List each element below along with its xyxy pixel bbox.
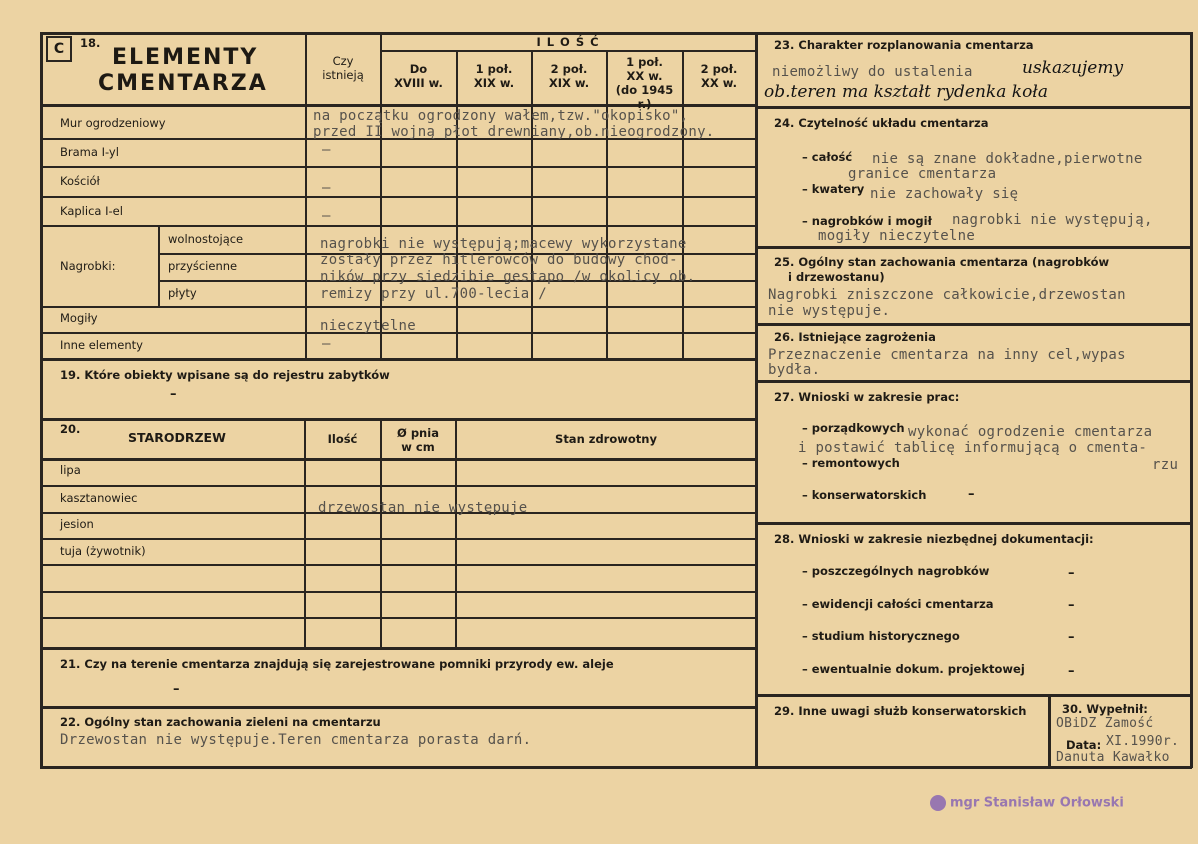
s26-value-1: Przeznaczenie cmentarza na inny cel,wypas [768, 347, 1126, 363]
s30-date-label: Data: [1066, 738, 1102, 752]
s22-value: Drzewostan nie występuje.Teren cmentarza porasta darń. [60, 732, 532, 748]
s20-number: 20. [60, 422, 81, 436]
row-label-wall-mounted: przyścienne [168, 259, 238, 273]
s19-label: 19. Które obiekty wpisane są do rejestru zabytków [60, 368, 390, 382]
s23-label: 23. Charakter rozplanowania cmentarza [774, 38, 1034, 52]
period-header: 1 poł. XIX w. [473, 62, 515, 90]
s30-person: Danuta Kawałko [1056, 750, 1170, 765]
s28-item: – studium historycznego [802, 629, 960, 643]
other-value: – [322, 336, 331, 352]
tree-name: jesion [60, 517, 94, 531]
s28-item: – poszczególnych nagrobków [802, 564, 990, 578]
row-label-tombstones: Nagrobki: [60, 259, 116, 273]
gate-value: – [322, 142, 331, 158]
s20-title: STARODRZEW [128, 430, 226, 445]
section-18-number: 18. [80, 36, 101, 50]
tree-name: tuja (żywotnik) [60, 544, 146, 558]
s27-order-label: – porządkowych [802, 421, 905, 435]
s19-value: – [170, 387, 177, 402]
s20-health-header: Stan zdrowotny [555, 432, 657, 446]
row-label-other: Inne elementy [60, 338, 143, 352]
s24-graves-value-1: nagrobki nie występują, [952, 212, 1153, 228]
row-label-church: Kościół [60, 174, 100, 188]
period-header: 2 poł. XIX w. [548, 62, 590, 90]
s28-item: – ewidencji całości cmentarza [802, 597, 994, 611]
tree-name: lipa [60, 463, 81, 477]
s26-label: 26. Istniejące zagrożenia [774, 330, 936, 344]
exists-column-header: Czy istnieją [322, 54, 364, 82]
s24-graves-value-2: mogiły nieczytelne [818, 228, 976, 244]
s24-label: 24. Czytelność układu cmentarza [774, 116, 989, 130]
section-letter: C [53, 41, 65, 57]
s28-item-dash: – [1068, 566, 1075, 581]
stamp-circle-icon [930, 795, 946, 811]
s24-whole-label: – całość [802, 150, 853, 164]
s27-order-value-3: rzu [1152, 457, 1179, 473]
s27-label: 27. Wnioski w zakresie prac: [774, 390, 960, 404]
s29-label: 29. Inne uwagi służb konserwatorskich [774, 704, 1027, 718]
s24-whole-value-2: granice cmentarza [848, 166, 997, 182]
period-header: 1 poł. XX w. (do 1945 r.) [615, 55, 674, 111]
s28-item-dash: – [1068, 664, 1075, 679]
graves-value: nieczytelne [320, 318, 417, 334]
s27-conserv-value: – [968, 487, 975, 502]
title-line1: ELEMENTY [112, 45, 259, 70]
s30-date: XI.1990r. [1106, 734, 1180, 749]
row-label-graves: Mogiły [60, 311, 98, 325]
s28-item-dash: – [1068, 630, 1075, 645]
ilosc-header: I L O Ś Ć [536, 35, 600, 49]
tombstones-value-line1: nagrobki nie występują;macewy wykorzystane [320, 236, 687, 252]
s21-value: – [173, 682, 180, 697]
tree-name: kasztanowiec [60, 491, 138, 505]
s26-value-2: bydła. [768, 362, 821, 378]
row-label-free: wolnostojące [168, 232, 244, 246]
wall-value-line1: na początku ogrodzony wałem,tzw."okopisko", [313, 108, 689, 124]
stamp-text: mgr Stanisław Orłowski [950, 795, 1124, 811]
s25-label-2: i drzewostanu) [788, 270, 885, 284]
s24-whole-value-1: nie są znane dokładne,pierwotne [872, 151, 1143, 167]
s28-item-dash: – [1068, 598, 1075, 613]
s22-label: 22. Ogólny stan zachowania zieleni na cmentarzu [60, 715, 381, 729]
s21-label: 21. Czy na terenie cmentarza znajdują się zarejestrowane pomniki przyrody ew. aleje [60, 657, 614, 671]
s28-item: – ewentualnie dokum. projektowej [802, 662, 1025, 676]
signature-stamp [930, 795, 1124, 811]
s23-handwritten-2: ob.teren ma kształt rydenka koła [764, 82, 1048, 102]
s30-org: OBiDZ Zamość [1056, 716, 1154, 731]
s25-label-1: 25. Ogólny stan zachowania cmentarza (nagrobków [774, 255, 1110, 269]
row-label-wall: Mur ogrodzeniowy [60, 116, 166, 130]
tombstones-value-line2: zostały przez hitlerowców do budowy chod- [320, 252, 678, 268]
s25-value-2: nie występuje. [768, 303, 891, 319]
row-label-chapel: Kaplica I-el [60, 204, 123, 218]
s25-value-1: Nagrobki zniszczone całkowicie,drzewostan [768, 287, 1126, 303]
s24-quarters-label: – kwatery [802, 182, 865, 196]
period-header: 2 poł. XX w. [700, 62, 738, 90]
s27-repair-label: – remontowych [802, 456, 900, 470]
s28-label: 28. Wnioski w zakresie niezbędnej dokumentacji: [774, 532, 1094, 546]
s27-conserv-label: – konserwatorskich [802, 488, 927, 502]
s20-typed: drzewostan nie występuje [318, 500, 528, 516]
s30-label: 30. Wypełnił: [1062, 702, 1148, 716]
church-value: – [322, 180, 331, 196]
section-letter-box [46, 36, 72, 62]
period-header: Do XVIII w. [394, 62, 443, 90]
s24-quarters-value: nie zachowały się [870, 186, 1019, 202]
s20-diameter-header: Ø pnia w cm [397, 426, 439, 454]
chapel-value: – [322, 208, 331, 224]
s23-handwritten-1: uskazujemy [1022, 58, 1124, 78]
tombstones-value-line4: remizy przy ul.700-lecia / [320, 286, 547, 302]
s24-graves-label: – nagrobków i mogił [802, 214, 932, 228]
title-line2: CMENTARZA [98, 71, 268, 96]
row-label-slabs: płyty [168, 286, 197, 300]
tombstones-value-line3: ników przy siedzibie gestapo /w okolicy ob. [320, 269, 696, 285]
s27-order-value-1: wykonać ogrodzenie cmentarza [908, 424, 1153, 440]
s23-typed: niemożliwy do ustalenia [772, 64, 973, 80]
s27-order-value-2: i postawić tablicę informującą o cmenta- [798, 440, 1148, 456]
s20-qty-header: Ilość [327, 432, 358, 446]
row-label-gate: Brama I-yl [60, 145, 119, 159]
wall-value-line2: przed II wojną płot drewniany,ob.nieogrodzony. [313, 124, 715, 140]
